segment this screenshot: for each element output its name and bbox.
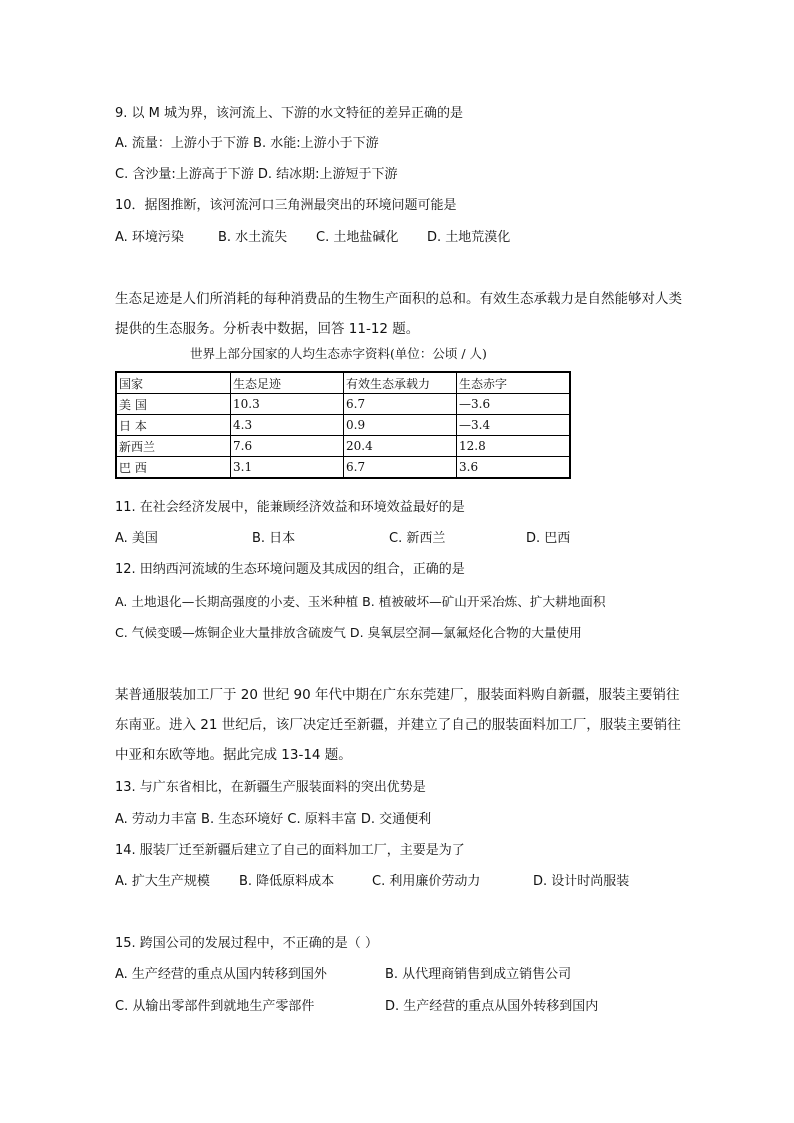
question-9-stem: 9. 以 M 城为界，该河流上、下游的水文特征的差异正确的是 <box>115 106 464 121</box>
table-row <box>116 457 570 479</box>
question-15-options-cd <box>115 999 598 1015</box>
table-header-row <box>116 372 570 394</box>
table-cell: 巴 西 <box>116 457 231 479</box>
option-c: C. 土地盐碱化 <box>316 230 399 245</box>
question-15-stem: 15. 跨国公司的发展过程中，不正确的是（ ） <box>115 936 378 951</box>
header-deficit: 生态赤字 <box>457 372 571 394</box>
option-d: D. 巴西 <box>526 531 571 546</box>
table-cell: —3.4 <box>457 415 571 436</box>
option-c: C. 从输出零部件到就地生产零部件 <box>115 999 315 1014</box>
table-caption: 世界上部分国家的人均生态赤字资料(单位：公顷 / 人) <box>190 346 487 361</box>
table-cell: 7.6 <box>231 436 344 457</box>
option-d: D. 设计时尚服装 <box>533 874 630 889</box>
header-footprint: 生态足迹 <box>231 372 344 394</box>
table-cell: 6.7 <box>344 457 457 479</box>
table-cell: —3.6 <box>457 394 571 415</box>
table-cell: 美 国 <box>116 394 231 415</box>
table-cell: 3.6 <box>457 457 571 479</box>
question-10-stem: 10．据图推断，该河流河口三角洲最突出的环境问题可能是 <box>115 198 457 213</box>
option-c: C. 利用廉价劳动力 <box>372 874 481 889</box>
question-12-stem: 12. 田纳西河流域的生态环境问题及其成因的组合，正确的是 <box>115 562 465 577</box>
header-country: 国家 <box>116 372 231 394</box>
question-13-options: A. 劳动力丰富 B. 生态环境好 C. 原料丰富 D. 交通便利 <box>115 812 432 827</box>
table-row <box>116 415 570 436</box>
table-cell: 6.7 <box>344 394 457 415</box>
option-a: A. 美国 <box>115 531 158 546</box>
passage-ecological-footprint: 生态足迹是人们所消耗的每种消费品的生物生产面积的总和。有效生态承载力是自然能够对人类提供的生态服务。分析表中数据，回答 11-12 题。 <box>115 291 682 337</box>
question-13-stem: 13. 与广东省相比，在新疆生产服装面料的突出优势是 <box>115 780 426 795</box>
question-15-options-ab <box>115 967 571 983</box>
table-row <box>116 436 570 457</box>
question-9-options-cd: C. 含沙量:上游高于下游 D. 结冰期:上游短于下游 <box>115 167 398 182</box>
question-12-options-cd: C. 气候变暖—炼铜企业大量排放含硫废气 D. 臭氧层空洞—氯氟烃化合物的大量使用 <box>115 625 582 640</box>
question-14-options <box>115 874 629 890</box>
table-cell: 4.3 <box>231 415 344 436</box>
table-cell: 日 本 <box>116 415 231 436</box>
option-b: B. 降低原料成本 <box>239 874 335 889</box>
question-11-stem: 11. 在社会经济发展中，能兼顾经济效益和环境效益最好的是 <box>115 500 465 515</box>
table-cell: 0.9 <box>344 415 457 436</box>
ecological-deficit-table <box>115 371 571 479</box>
option-a: A. 生产经营的重点从国内转移到国外 <box>115 967 327 982</box>
option-c: C. 新西兰 <box>389 531 446 546</box>
option-a: A. 环境污染 <box>115 230 184 245</box>
option-a: A. 扩大生产规模 <box>115 874 210 889</box>
header-capacity: 有效生态承载力 <box>344 372 457 394</box>
question-14-stem: 14. 服装厂迁至新疆后建立了自己的面料加工厂，主要是为了 <box>115 843 465 858</box>
table-cell: 20.4 <box>344 436 457 457</box>
table-row <box>116 394 570 415</box>
question-10-options <box>115 230 510 246</box>
option-d: D. 土地荒漠化 <box>427 230 511 245</box>
question-9-options-ab: A. 流量：上游小于下游 B. 水能:上游小于下游 <box>115 136 379 151</box>
table-cell: 10.3 <box>231 394 344 415</box>
option-b: B. 水土流失 <box>218 230 288 245</box>
table-cell: 12.8 <box>457 436 571 457</box>
question-11-options <box>115 531 570 547</box>
passage-garment-factory: 某普通服装加工厂于 20 世纪 90 年代中期在广东东莞建厂，服装面料购自新疆，服装主要销往东南亚。进入 21 世纪后，该厂决定迁至新疆，并建立了自己的服装面料加工厂，服装主要销往中亚和东欧等地。据此完成 13-14 题。 <box>115 687 681 763</box>
option-b: B. 从代理商销售到成立销售公司 <box>385 967 572 982</box>
table-cell: 3.1 <box>231 457 344 479</box>
option-d: D. 生产经营的重点从国外转移到国内 <box>385 999 599 1014</box>
option-b: B. 日本 <box>252 531 296 546</box>
table-cell: 新西兰 <box>116 436 231 457</box>
question-12-options-ab: A. 土地退化—长期高强度的小麦、玉米种植 B. 植被破坏—矿山开采冶炼、扩大耕地面积 <box>115 594 606 609</box>
